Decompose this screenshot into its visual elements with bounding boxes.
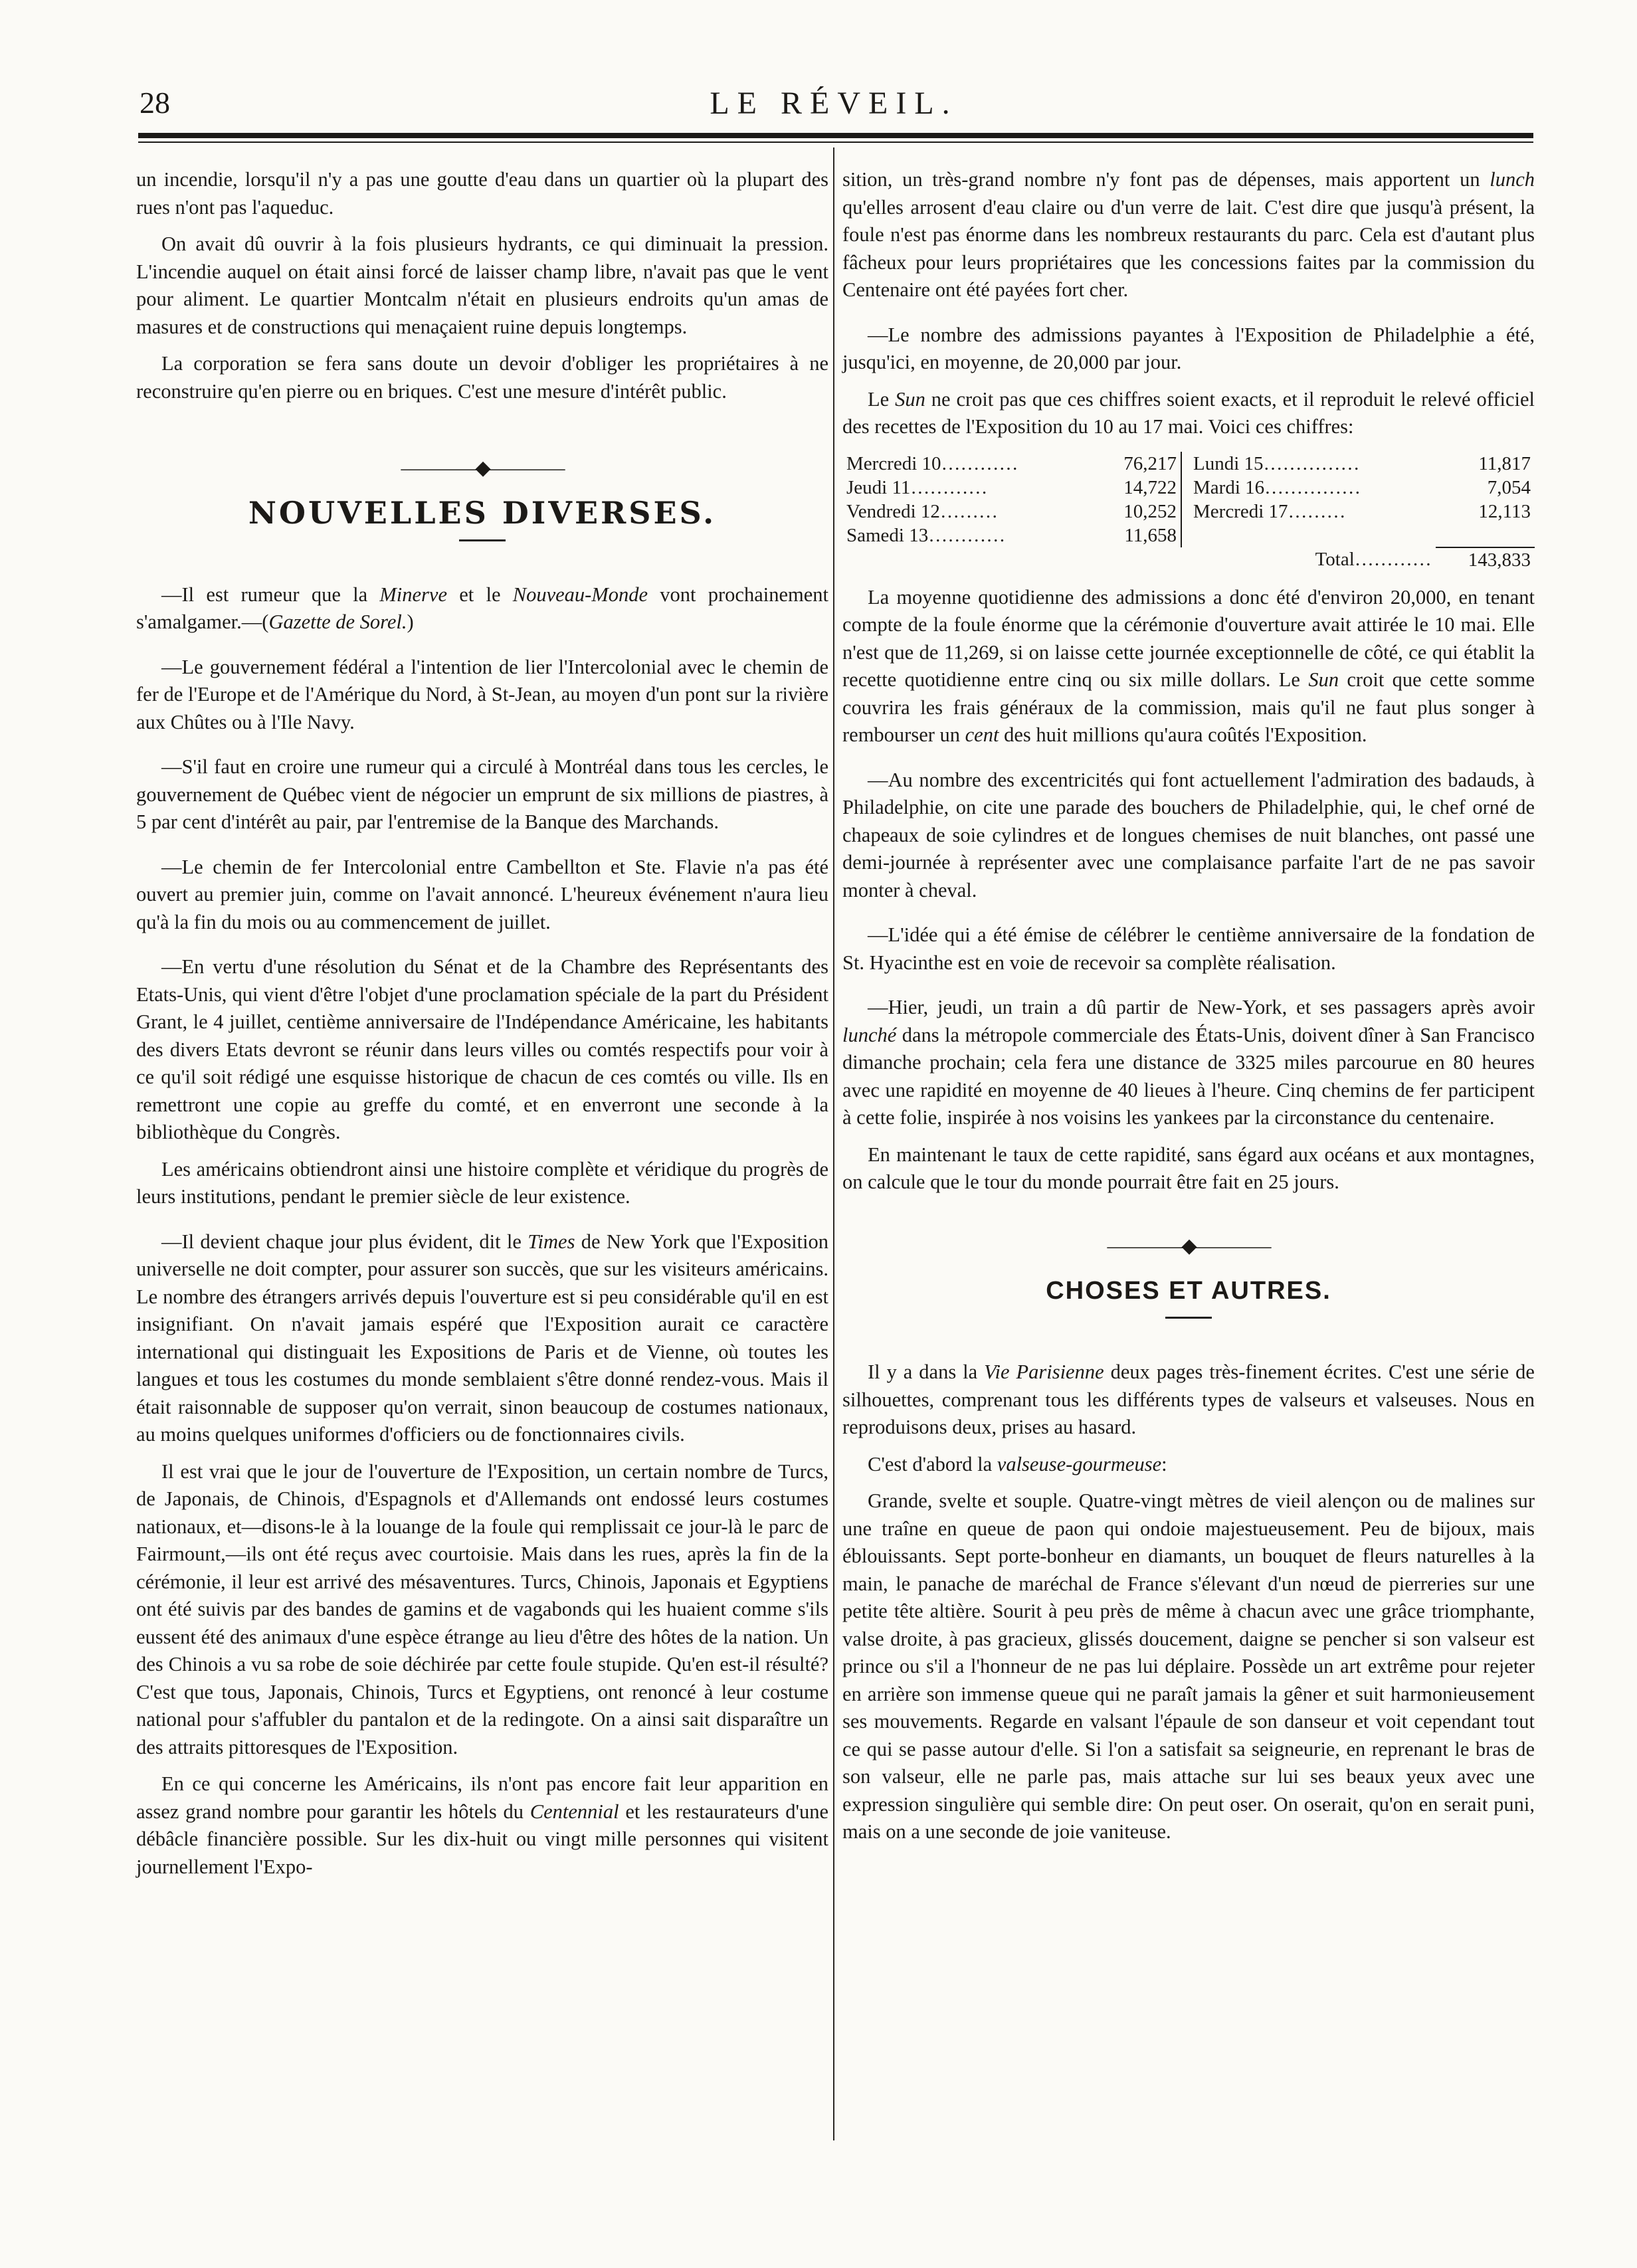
title-rule xyxy=(1165,1317,1212,1319)
table-cell-day: Mardi 16…………… xyxy=(1193,476,1361,498)
news-item: —L'idée qui a été émise de célébrer le centième anniversaire de la fondation de St. Hyacinthe est en voie de recevoir sa complète réalisation. xyxy=(842,923,1535,974)
news-item: —Hier, jeudi, un train a dû partir de New-York, et ses passagers après avoir lunché dans la métropole commerciale des États-Unis, doivent dîner à San Francisco dimanche prochain; cela fera une distance de 3325 miles parcourue en 80 heures avec une rapidité en moyenne de 40 lieues à l'heure. Cinq chemins de fer participent à cette folie, inspirée à nos voisins les yankees par la circonstance du centenaire. xyxy=(842,996,1535,1129)
news-item: —Le nombre des admissions payantes à l'Exposition de Philadelphie a été, jusqu'ici, en moyenne, de 20,000 par jour. xyxy=(842,323,1535,373)
header-rule-thick xyxy=(138,133,1533,138)
article-paragraph: sition, un très-grand nombre n'y font pas de dépenses, mais apportent un lunch qu'elles arrosent d'eau claire ou d'un verre de lait. C'est dire que jusqu'à présent, la foule n'est pas énorme dans les nombreux restaurants du parc. Cela est d'autant plus fâcheux pour leurs propriétaires que les concessions faites par la commission du Centenaire ont été payées fort cher. xyxy=(842,168,1535,301)
table-cell-value: 14,722 xyxy=(1123,476,1177,498)
news-item: La moyenne quotidienne des admissions a donc été d'environ 20,000, en tenant compte de la foule énorme que la cérémonie d'ouverture avait attirée le 10 mai. Elle n'est que de 11,269, si on laisse cette journée exceptionnelle de côté, ce qui établit la recette quotidienne entre cinq ou six mille dollars. Le Sun croit que cette somme couvrira les frais généraux de la commission, mais qu'il ne faut plus songer à rembourser un cent des huit millions qu'aura coûtés l'Exposition. xyxy=(842,585,1535,746)
title-rule xyxy=(459,539,506,541)
table-cell-day: Jeudi 11………… xyxy=(846,476,988,498)
news-item: En maintenant le taux de cette rapidité, sans égard aux océans et aux montagnes, on calcule que le tour du monde pourrait être fait en 25 jours. xyxy=(842,1143,1535,1193)
news-item: Il est vrai que le jour de l'ouverture de l'Exposition, un certain nombre de Turcs, de Japonais, de Chinois, d'Espagnols et d'Allemands ont endossé leurs costumes nationaux, et—disons-le à la louange de la foule qui remplissait ce jour-là le parc de Fairmount,—ils ont été reçus avec courtoisie. Mais dans les rues, après la fin de la cérémonie, il leur est arrivé des mésaventures. Turcs, Chinois, Japonais et Egyptiens ont été suivis par des bandes de gamins et de vagabonds qui les huaient comme s'ils eussent été des animaux d'une espèce étrange au lieu d'être des hôtes de la nation. Un des Chinois a vu sa robe de soie déchirée par cette foule stupide. Qu'en est-il résulté? C'est que tous, Japonais, Chinois, Turcs et Egyptiens, ont renoncé à leur costume national pour s'affubler du pantalon et de la redingote. On a ainsi sait disparaître un des attraits pittoresques de l'Exposition. xyxy=(136,1460,828,1758)
table-cell-day: Samedi 13………… xyxy=(846,524,1006,546)
table-cell-value: 76,217 xyxy=(1123,452,1177,474)
table-cell-value: 7,054 xyxy=(1487,476,1531,498)
article-paragraph: C'est d'abord la valseuse-gourmeuse: xyxy=(868,1452,1167,1475)
table-cell-value: 10,252 xyxy=(1123,500,1177,522)
article-paragraph: Grande, svelte et souple. Quatre-vingt mètres de vieil alençon ou de malines sur une traîne en queue de paon qui ondoie majestueusement. Peu de bijoux, mais éblouissants. Sept porte-bonheur en diamants, un bouquet de fleurs naturelles à la main, le panache de maréchal de France s'élevant d'un nœud de pierreries sur une petite tête altière. Sourit à peu près de même à chacun avec une grâce triomphante, valse droite, à pas gracieux, glissés doucement, daigne se pencher si son valseur est prince ou s'il a l'honneur de ne pas lui déplaire. Possède un art extrême pour rejeter en arrière son immense queue qui ne paraît jamais la gêner et suit harmonieusement ses mouvements. Regarde en valsant l'épaule de son danseur et voit cependant tout ce qui se passe autour d'elle. Si l'on a satisfait sa seigneurie, en reprenant le bras de son valseur, elle ne parle pas, mais attache sur lui ses beaux yeux avec une expression singulière qui semble dire: On peut oser. On oserait, qu'on en serait puni, mais on a une seconde de joie vaniteuse. xyxy=(842,1489,1535,1843)
column-divider xyxy=(833,147,834,2140)
left-column xyxy=(136,166,828,1890)
news-item: —S'il faut en croire une rumeur qui a circulé à Montréal dans tous les cercles, le gouvernement de Québec vient de négocier un emprunt de six millions de piastres, à 5 par cent d'intérêt au pair, par l'entremise de la Banque des Marchands. xyxy=(136,755,828,833)
news-item: —Le gouvernement fédéral a l'intention de lier l'Intercolonial avec le chemin de fer de l'Europe et de l'Amérique du Nord, à St-Jean, au moyen d'un pont sur la rivière aux Chûtes ou à l'Ile Navy. xyxy=(136,655,828,733)
table-cell-day: Vendredi 12……… xyxy=(846,500,998,522)
masthead-title: LE RÉVEIL. xyxy=(710,86,958,121)
table-cell-value: 11,817 xyxy=(1478,452,1531,474)
table-cell-day: Mercredi 17……… xyxy=(1193,500,1346,522)
table-cell-value: 12,113 xyxy=(1478,500,1531,522)
table-cell-day: Lundi 15…………… xyxy=(1193,452,1360,474)
table-total-row xyxy=(842,547,1535,572)
article-paragraph: On avait dû ouvrir à la fois plusieurs hydrants, ce qui diminuait la pression. L'incendie auquel on était ainsi forcé de laisser champ libre, n'avait pas que le vent pour aliment. Le quartier Montcalm n'était en plusieurs endroits qu'un amas de masures et de constructions qui menaçaient ruine depuis longtemps. xyxy=(136,233,828,338)
table-cell-value: 11,658 xyxy=(1124,524,1177,546)
news-item: —Au nombre des excentricités qui font actuellement l'admiration des badauds, à Philadelphie, on cite une parade des bouchers de Philadelphie, qui, le chef orné de chapeaux de soie cylindres et de longues chemises de nuit blanches, ont passé une demi-journée à représenter avec une complaisance parfaite l'art de ne pas savoir monter à cheval. xyxy=(842,768,1535,901)
right-column xyxy=(842,166,1535,1855)
article-paragraph: La corporation se fera sans doute un devoir d'obliger les propriétaires à ne reconstruire qu'en pierre ou en briques. C'est une mesure d'intérêt public. xyxy=(136,352,828,403)
admissions-table xyxy=(842,452,1535,572)
page-number: 28 xyxy=(140,86,170,120)
section-title-nouvelles-diverses: NOUVELLES DIVERSES. xyxy=(248,495,717,531)
table-row xyxy=(842,452,1535,476)
table-total-label: Total………… xyxy=(1315,548,1432,570)
table-cell-day: Mercredi 10………… xyxy=(846,452,1018,474)
news-item: —Il devient chaque jour plus évident, dit le Times de New York que l'Exposition universelle ne doit compter, pour assurer son succès, que sur les visiteurs américains. Le nombre des étrangers arrivés depuis l'ouverture est si peu considérable qu'il en est insignifiant. On n'avait jamais espéré que l'Exposition aurait ce caractère international qui distinguait les Expositions de Paris et de Vienne, où toutes les langues et tous les costumes du monde semblaient s'être donné rendez-vous. Mais il était raisonnable de supposer qu'on verrait, sinon beaucoup de costumes nationaux, au moins quelques uniformes d'officiers ou de fonctionnaires civils. xyxy=(136,1230,828,1446)
table-row xyxy=(842,476,1535,500)
news-item: —Il est rumeur que la Minerve et le Nouveau-Monde vont prochainement s'amalgamer.—(Gazette de Sorel.) xyxy=(136,583,828,633)
article-paragraph: un incendie, lorsqu'il n'y a pas une goutte d'eau dans un quartier où la plupart des rues n'ont pas l'aqueduc. xyxy=(136,168,828,219)
section-title-choses-et-autres: CHOSES ET AUTRES. xyxy=(1046,1276,1331,1305)
news-item: Les américains obtiendront ainsi une histoire complète et véridique du progrès de leurs institutions, pendant le premier siècle de leur existence. xyxy=(136,1157,828,1208)
table-row xyxy=(842,523,1535,547)
section-ornament: ————◆———— xyxy=(1107,1234,1270,1257)
news-item: —Le chemin de fer Intercolonial entre Cambellton et Ste. Flavie n'a pas été ouvert au premier juin, comme on l'avait annoncé. L'heureux événement n'aura lieu qu'à la fin du mois ou au commencement de juillet. xyxy=(136,855,828,933)
table-row xyxy=(842,500,1535,523)
news-item: —En vertu d'une résolution du Sénat et de la Chambre des Représentants des Etats-Unis, qui vient d'être l'objet d'une proclamation spéciale de la part du Président Grant, le 4 juillet, centième anniversaire de l'Indépendance Américaine, les habitants des divers Etats devront se réunir dans leurs villes ou comtés respectifs pour voir à ce qu'il soit rédigé une esquisse historique de chacun de ces comtés ou ville. Ils en remettront une copie au greffe du comté, et en enverront une seconde à la bibliothèque du Congrès. xyxy=(136,955,828,1143)
table-total-value: 143,833 xyxy=(1436,547,1535,572)
header-rule-thin xyxy=(138,142,1533,143)
news-item: Le Sun ne croit pas que ces chiffres soient exacts, et il reproduit le relevé officiel des recettes de l'Exposition du 10 au 17 mai. Voici ces chiffres: xyxy=(842,387,1535,438)
section-ornament: ————◆———— xyxy=(401,457,564,479)
news-item: En ce qui concerne les Américains, ils n'ont pas encore fait leur apparition en assez grand nombre pour garantir les hôtels du Centennial et les restaurateurs d'une débâcle financière possible. Sur les dix-huit ou vingt mille personnes qui visitent journellement l'Expo- xyxy=(136,1772,828,1878)
article-paragraph: Il y a dans la Vie Parisienne deux pages très-finement écrites. C'est une série de silhouettes, comprenant tous les différents types de valseurs et valseuses. Nous en reproduisons deux, prises au hasard. xyxy=(842,1361,1535,1438)
